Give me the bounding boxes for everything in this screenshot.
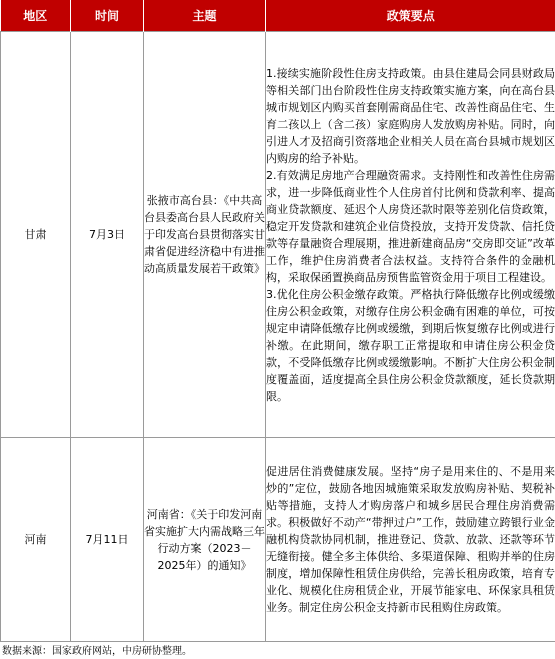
header-topic: 主题	[144, 0, 266, 32]
topic-cell: 张掖市高台县：《中共高台县委高台县人民政府关于印发高台县贯彻落实甘肃省促进经济稳中有进推动高质量发展若干政策》	[144, 32, 266, 438]
table-row	[1, 438, 555, 642]
date-cell: 7月3日	[71, 32, 144, 438]
policy-point: 促进居住消费健康发展。坚持“房子是用来住的、不是用来炒的”定位，鼓励各地因城施策采取发放购房补贴、契税补贴等措施，支持人才购房落户和城乡居民合理住房消费需求。积极做好不动产“带押过户”工作，鼓励建立跨银行业金融机构贷款协同机制，推进登记、贷款、放款、还款等环节无缝衔接。健全多主体供给、多渠道保障、租购并举的住房制度，增加保障性租赁住房供给，完善长租房政策，培育专业化、规模化住房租赁企业，开展节能家电、环保家具租赁业务。制定住房公积金支持新市民租购住房政策。	[266, 465, 555, 614]
header-date: 时间	[71, 0, 144, 32]
region-cell: 甘肃	[1, 32, 71, 438]
topic-cell: 河南省：《关于印发河南省实施扩大内需战略三年行动方案（2023－2025年）的通知》	[144, 438, 266, 642]
table-row	[1, 32, 555, 438]
policy-point: 2.有效满足房地产合理融资需求。支持刚性和改善性住房需求，进一步降低商业性个人住房首付比例和贷款利率、提高商业贷款额度、延迟个人房贷还款时限等差别化信贷政策，稳定开发贷款和建筑企业信贷投放，支持开发贷款、信托贷款等存量融资合理展期，推进新建商品房“交房即交证”改革工作，维护住房消费者合法权益。支持符合条件的金融机构，采取保函置换商品房预售监管资金用于项目工程建设。	[266, 168, 555, 284]
table-header-row	[1, 0, 555, 32]
policy-point: 1.接续实施阶段性住房支持政策。由县住建局会同县财政局等相关部门出台阶段性住房支持政策实施方案，向在高台县城市规划区内购买首套刚需商品住宅、改善性商品住宅、生育二孩以上（含二孩）家庭购房人发放购房补贴。同时，向引进人才及招商引资落地企业相关人员在高台县城市规划区内购房的给予补贴。	[266, 66, 555, 165]
region-cell: 河南	[1, 438, 71, 642]
source-note: 数据来源：国家政府网站，中房研协整理。	[2, 646, 192, 657]
header-policy-points: 政策要点	[266, 0, 555, 32]
policy-point: 3.优化住房公积金缴存政策。严格执行降低缴存比例或缓缴住房公积金政策，对缴存住房公积金确有困难的单位，可按规定申请降低缴存比例或缓缴，到期后恢复缴存比例或进行补缴。在此期间，缴存职工正常提取和申请住房公积金贷款，不受降低缴存比例或缓缴影响。不断扩大住房公积金制度覆盖面，适度提高全县住房公积金贷款额度，延长贷款期限。	[266, 287, 555, 403]
header-region: 地区	[1, 0, 71, 32]
policy-points-cell	[266, 438, 555, 642]
policy-points-cell	[266, 32, 555, 438]
date-cell: 7月11日	[71, 438, 144, 642]
